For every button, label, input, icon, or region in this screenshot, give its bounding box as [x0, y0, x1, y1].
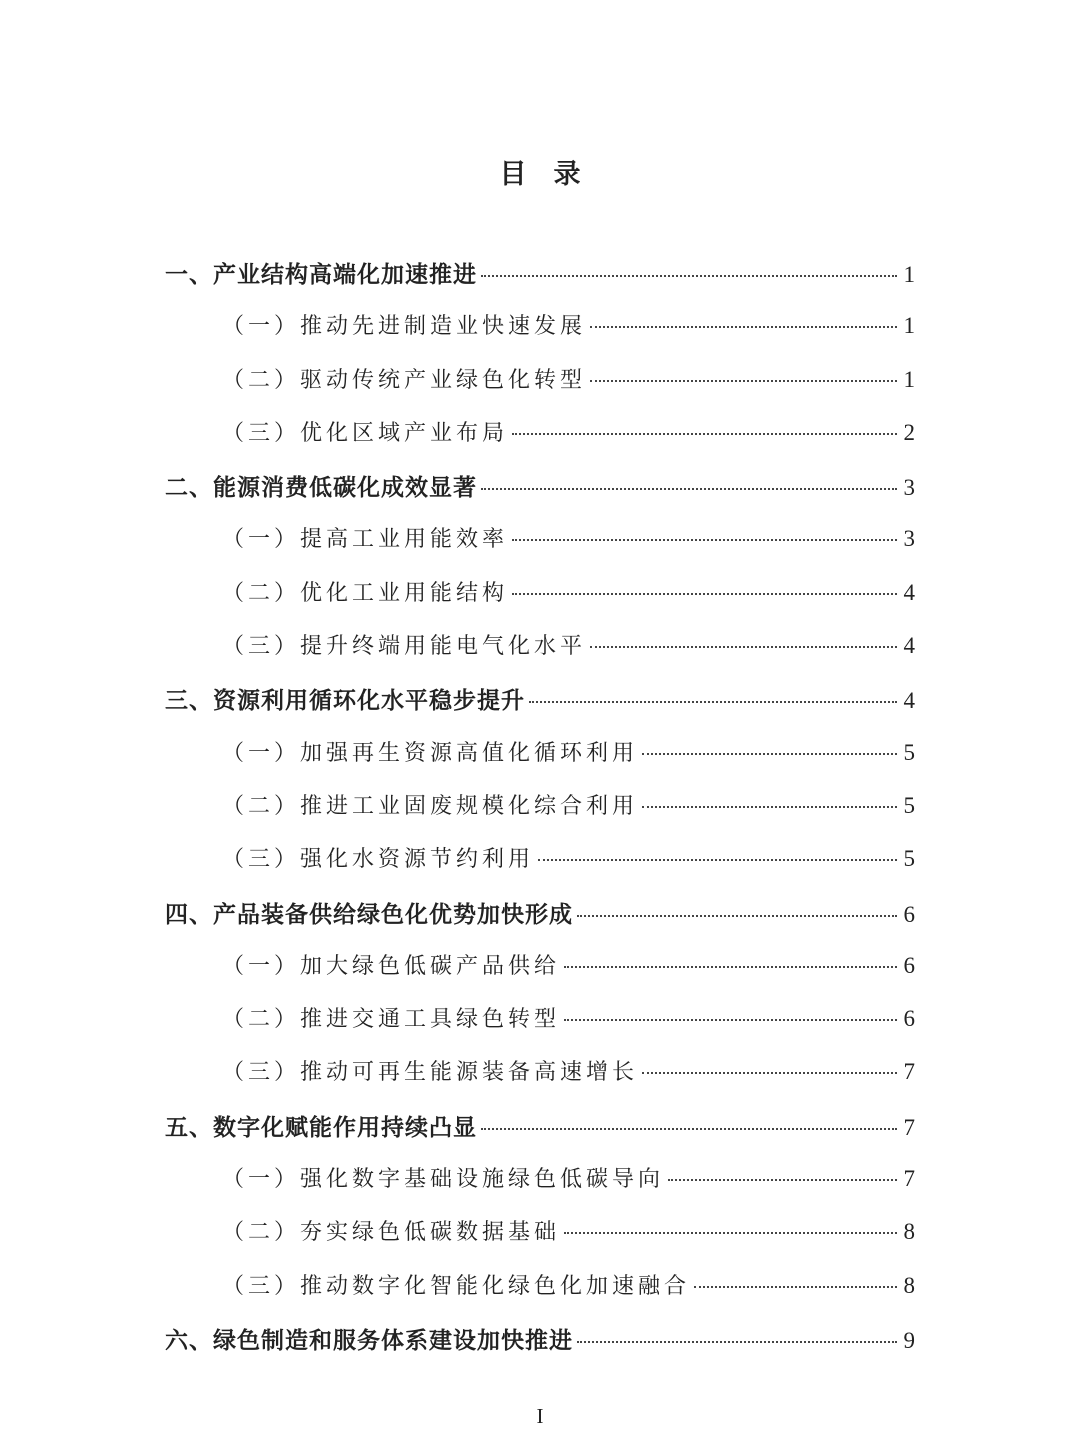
toc-entry-title: （二）夯实绿色低碳数据基础	[222, 1220, 561, 1246]
toc-chapter-entry	[0, 1322, 1080, 1375]
toc-dot-leader	[642, 806, 897, 808]
page-number: I	[536, 1404, 544, 1428]
toc-dot-leader	[481, 488, 897, 490]
toc-dot-leader	[577, 915, 897, 917]
toc-chapter-entry	[0, 896, 1080, 949]
toc-entry-page: 1	[903, 262, 915, 287]
toc-section-entry	[0, 1215, 1080, 1268]
toc-dot-leader	[564, 1019, 897, 1021]
toc-entry-page: 5	[903, 846, 915, 872]
toc-entry-page: 2	[903, 419, 915, 445]
toc-entry-title: 二、能源消费低碳化成效显著	[165, 475, 477, 502]
toc-entry-page: 9	[903, 1327, 915, 1353]
toc-chapter-entry	[0, 1109, 1080, 1162]
toc-section-entry	[0, 842, 1080, 895]
toc-entry-page: 6	[903, 901, 915, 927]
toc-entry-title: 三、资源利用循环化水平稳步提升	[165, 688, 525, 715]
toc-section-entry	[0, 416, 1080, 469]
toc-dot-leader	[512, 593, 897, 595]
toc-entry-page: 4	[903, 688, 915, 714]
toc-dot-leader	[694, 1286, 897, 1288]
toc-entry-title: （二）推进交通工具绿色转型	[222, 1007, 561, 1033]
toc-section-entry	[0, 789, 1080, 842]
toc-entry-title: （一）强化数字基础设施绿色低碳导向	[222, 1167, 665, 1193]
toc-entry-title: （三）优化区域产业布局	[222, 420, 509, 446]
toc-dot-leader	[538, 859, 897, 861]
toc-entry-title: （二）驱动传统产业绿色化转型	[222, 367, 587, 393]
toc-entry-page: 6	[903, 1006, 915, 1032]
table-of-contents	[0, 256, 1080, 1375]
toc-entry-page: 7	[903, 1166, 915, 1192]
toc-dot-leader	[590, 380, 897, 382]
toc-entry-page: 3	[903, 475, 915, 501]
toc-section-entry	[0, 363, 1080, 416]
toc-dot-leader	[668, 1179, 897, 1181]
toc-dot-leader	[564, 966, 897, 968]
toc-entry-page: 7	[903, 1059, 915, 1085]
toc-dot-leader	[577, 1341, 897, 1343]
toc-section-entry	[0, 629, 1080, 682]
toc-entry-title: （一）加强再生资源高值化循环利用	[222, 740, 639, 766]
toc-section-entry	[0, 576, 1080, 629]
toc-chapter-entry	[0, 682, 1080, 735]
toc-entry-page: 4	[903, 633, 915, 659]
toc-entry-title: 五、数字化赋能作用持续凸显	[165, 1114, 477, 1141]
toc-dot-leader	[642, 753, 897, 755]
toc-entry-page: 1	[903, 366, 915, 392]
toc-entry-page: 8	[903, 1272, 915, 1298]
toc-entry-title: 一、产业结构高端化加速推进	[165, 262, 477, 288]
toc-chapter-entry	[0, 256, 1080, 309]
toc-section-entry	[0, 1055, 1080, 1108]
toc-entry-page: 5	[903, 739, 915, 765]
toc-entry-title: （一）提高工业用能效率	[222, 527, 509, 553]
toc-entry-page: 3	[903, 526, 915, 552]
toc-entry-page: 5	[903, 792, 915, 818]
toc-entry-title: （三）推动可再生能源装备高速增长	[222, 1060, 639, 1086]
toc-entry-page: 7	[903, 1114, 915, 1140]
toc-entry-title: （二）优化工业用能结构	[222, 580, 509, 606]
toc-entry-title: （三）推动数字化智能化绿色化加速融合	[222, 1273, 691, 1299]
toc-entry-title: （一）推动先进制造业快速发展	[222, 314, 587, 340]
toc-section-entry	[0, 1162, 1080, 1215]
toc-dot-leader	[590, 326, 897, 328]
toc-section-entry	[0, 522, 1080, 575]
toc-dot-leader	[481, 1128, 897, 1130]
toc-section-entry	[0, 1269, 1080, 1322]
toc-dot-leader	[481, 275, 897, 277]
toc-dot-leader	[564, 1232, 897, 1234]
toc-dot-leader	[590, 646, 897, 648]
toc-chapter-entry	[0, 469, 1080, 522]
toc-entry-title: （三）提升终端用能电气化水平	[222, 634, 587, 660]
toc-section-entry	[0, 309, 1080, 362]
toc-entry-title: （一）加大绿色低碳产品供给	[222, 953, 561, 979]
toc-entry-title: （三）强化水资源节约利用	[222, 847, 535, 873]
toc-section-entry	[0, 736, 1080, 789]
toc-entry-page: 4	[903, 579, 915, 605]
toc-entry-page: 1	[903, 313, 915, 339]
toc-entry-title: （二）推进工业固废规模化综合利用	[222, 793, 639, 819]
toc-section-entry	[0, 1002, 1080, 1055]
page-title: 目 录	[499, 159, 581, 190]
toc-entry-title: 四、产品装备供给绿色化优势加快形成	[165, 901, 573, 928]
toc-entry-page: 8	[903, 1219, 915, 1245]
toc-dot-leader	[642, 1072, 897, 1074]
toc-entry-title: 六、绿色制造和服务体系建设加快推进	[165, 1327, 573, 1354]
toc-dot-leader	[529, 701, 897, 703]
toc-dot-leader	[512, 433, 897, 435]
toc-dot-leader	[512, 539, 897, 541]
toc-section-entry	[0, 949, 1080, 1002]
toc-entry-page: 6	[903, 952, 915, 978]
